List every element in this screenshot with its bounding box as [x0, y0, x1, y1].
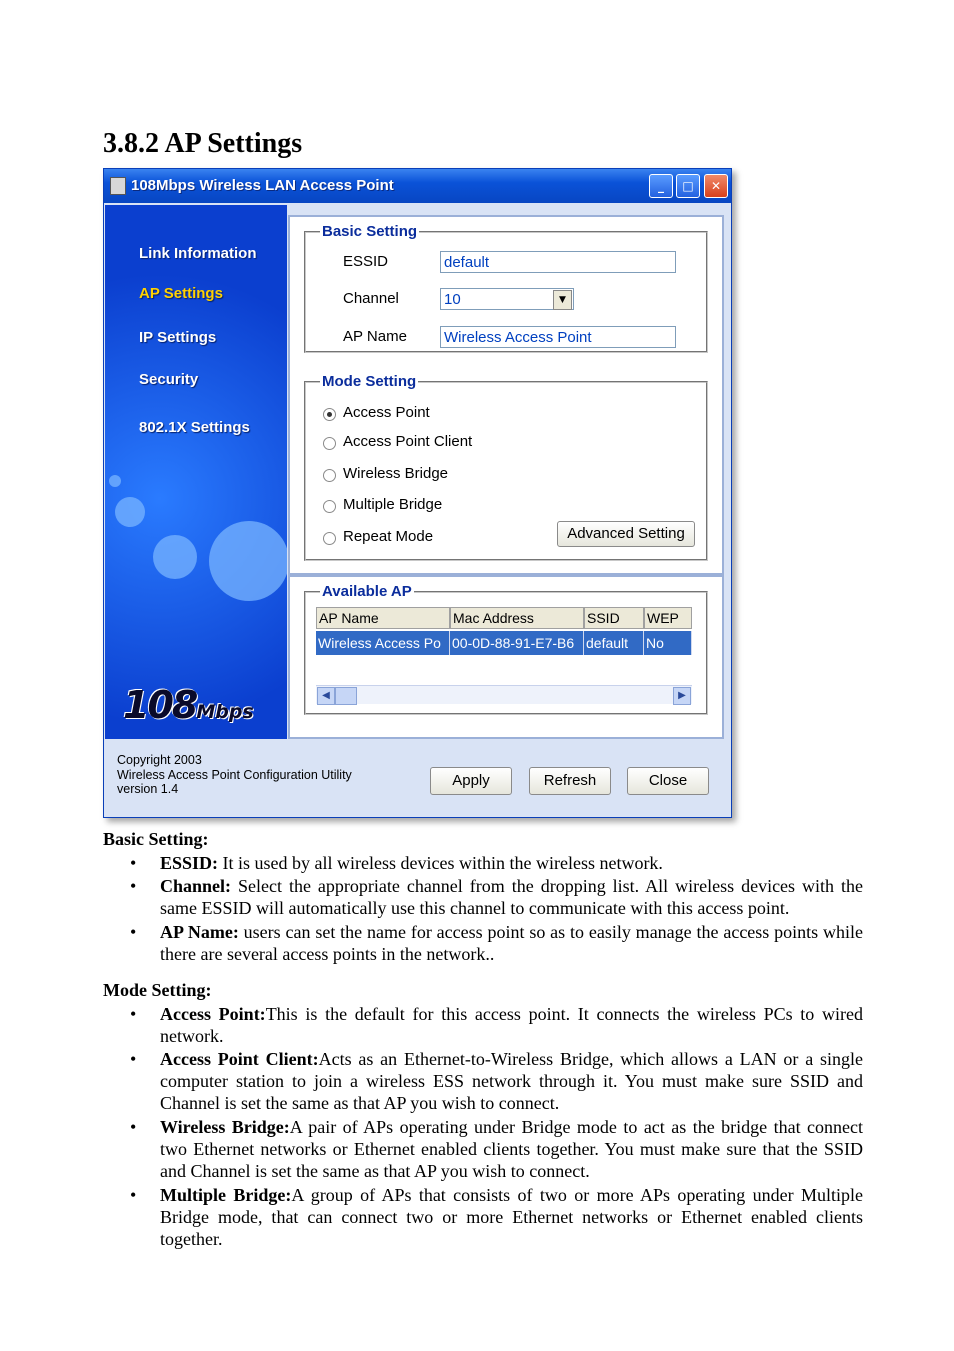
scroll-right-icon[interactable]: ▶ — [673, 687, 691, 705]
mode-setting-legend: Mode Setting — [322, 373, 417, 390]
table-cell: No — [644, 631, 692, 655]
channel-value: 10 — [444, 291, 461, 308]
description: Acts as an Ethernet-to-Wireless Bridge, which allows a LAN or a single computer station to join a wireless ESS network through it. You must make sure SSID and Channel is set the same as that AP you wish to connect. — [160, 1049, 863, 1113]
brand-logo — [123, 683, 254, 727]
utility-name-text: Wireless Access Point Configuration Utility — [117, 767, 352, 782]
table-row[interactable] — [316, 607, 692, 655]
column-header-ssid[interactable]: SSID — [584, 607, 644, 629]
column-header-wep[interactable]: WEP — [644, 607, 692, 629]
bullet: • — [130, 922, 137, 942]
mode-option-label: Multiple Bridge — [343, 496, 443, 513]
term: Channel: — [160, 876, 232, 896]
list-item — [160, 1116, 863, 1182]
available-ap-legend: Available AP — [322, 583, 412, 600]
footer-info — [117, 753, 352, 797]
description: A group of APs that consists of two or more APs operating under Multiple Bridge mode, that can connect two or more Ethernet networks or Ethernet enabled clients together. — [160, 1185, 863, 1249]
mode-option-label: Wireless Bridge — [343, 465, 449, 482]
sidebar-item-ip-settings[interactable]: IP Settings — [139, 329, 217, 346]
bullet: • — [130, 1117, 137, 1137]
term: Wireless Bridge: — [160, 1117, 290, 1137]
logo-number: 108 — [123, 683, 197, 727]
available-ap-panel — [288, 575, 724, 739]
list-item — [160, 921, 863, 965]
list-item — [160, 1048, 863, 1114]
list-item — [160, 1184, 863, 1250]
sidebar-item-ap-settings[interactable]: AP Settings — [139, 285, 223, 302]
advanced-setting-button[interactable]: Advanced Setting — [557, 521, 695, 547]
column-header-mac-address[interactable]: Mac Address — [450, 607, 584, 629]
radio-access-point[interactable] — [323, 408, 336, 421]
mode-option-label: Access Point Client — [343, 433, 473, 450]
channel-label: Channel — [343, 290, 399, 307]
basic-setting-legend: Basic Setting — [322, 223, 418, 240]
apply-button[interactable]: Apply — [430, 767, 512, 795]
bullet: • — [130, 1185, 137, 1205]
minimize-button[interactable]: _ — [649, 174, 673, 198]
description: It is used by all wireless devices within the wireless network. — [218, 853, 663, 873]
table-cell: Wireless Access Po — [316, 631, 450, 655]
copyright-text: Copyright 2003 — [117, 753, 202, 767]
version-text: version 1.4 — [117, 782, 179, 796]
mode-setting-heading: Mode Setting: — [103, 980, 212, 1000]
radio-access-point-client[interactable] — [323, 437, 336, 450]
bullet: • — [130, 876, 137, 896]
essid-input[interactable]: default — [440, 251, 676, 273]
description: users can set the name for access point so as to easily manage the access points while there are several access points in the network.. — [160, 922, 863, 964]
sidebar-item-8021x-settings[interactable]: 802.1X Settings — [139, 419, 250, 436]
close-window-button[interactable]: ✕ — [704, 174, 728, 198]
list-item — [160, 1003, 863, 1047]
title-bar[interactable] — [104, 169, 731, 203]
logo-unit: Mbps — [196, 701, 254, 723]
ap-name-label: AP Name — [343, 328, 407, 345]
list-item — [160, 852, 863, 874]
scroll-thumb[interactable] — [335, 687, 357, 705]
mode-option-label: Access Point — [343, 404, 430, 421]
ap-name-input[interactable]: Wireless Access Point — [440, 326, 676, 348]
bullet: • — [130, 853, 137, 873]
radio-repeat-mode[interactable] — [323, 532, 336, 545]
sidebar-item-security[interactable]: Security — [139, 371, 199, 388]
description: A pair of APs operating under Bridge mode to act as the bridge that connect two Ethernet networks or Ethernet enabled clients together. You must make sure that the SSID and Channel is set the same as that AP you wish to connect. — [160, 1117, 863, 1181]
term: AP Name: — [160, 922, 239, 942]
basic-setting-heading: Basic Setting: — [103, 829, 209, 849]
radio-multiple-bridge[interactable] — [323, 500, 336, 513]
description: This is the default for this access point. It connects the wireless PCs to wired network. — [160, 1004, 863, 1046]
table-cell: 00-0D-88-91-E7-B6 — [450, 631, 584, 655]
sidebar — [105, 205, 287, 739]
mode-option-label: Repeat Mode — [343, 528, 434, 545]
available-ap-table — [316, 607, 694, 707]
term: Access Point: — [160, 1004, 266, 1024]
refresh-button[interactable]: Refresh — [529, 767, 611, 795]
bullet: • — [130, 1004, 137, 1024]
app-window — [103, 168, 732, 818]
scroll-left-icon[interactable]: ◀ — [317, 687, 335, 705]
column-header-ap-name[interactable]: AP Name — [316, 607, 450, 629]
list-item — [160, 875, 863, 919]
channel-select[interactable] — [440, 288, 574, 310]
essid-label: ESSID — [343, 253, 389, 270]
term: ESSID: — [160, 853, 219, 873]
settings-panel — [288, 215, 724, 575]
window-title: 108Mbps Wireless LAN Access Point — [131, 177, 394, 194]
term: Multiple Bridge: — [160, 1185, 292, 1205]
app-icon — [110, 177, 126, 195]
radio-wireless-bridge[interactable] — [323, 469, 336, 482]
decor-circle — [109, 475, 121, 487]
bullet: • — [130, 1049, 137, 1069]
section-heading: 3.8.2 AP Settings — [103, 128, 303, 159]
chevron-down-icon[interactable]: ▼ — [553, 290, 572, 310]
horizontal-scrollbar[interactable] — [316, 685, 692, 704]
decor-circle — [153, 535, 197, 579]
term: Access Point Client: — [160, 1049, 319, 1069]
close-button[interactable]: Close — [627, 767, 709, 795]
description: Select the appropriate channel from the dropping list. All wireless devices with the same ESSID will automatically use this channel to communicate with this access point. — [160, 876, 863, 918]
maximize-button[interactable]: □ — [676, 174, 700, 198]
decor-circle — [209, 521, 287, 601]
table-cell: default — [584, 631, 644, 655]
sidebar-item-link-information[interactable]: Link Information — [139, 245, 257, 262]
decor-circle — [115, 497, 145, 527]
